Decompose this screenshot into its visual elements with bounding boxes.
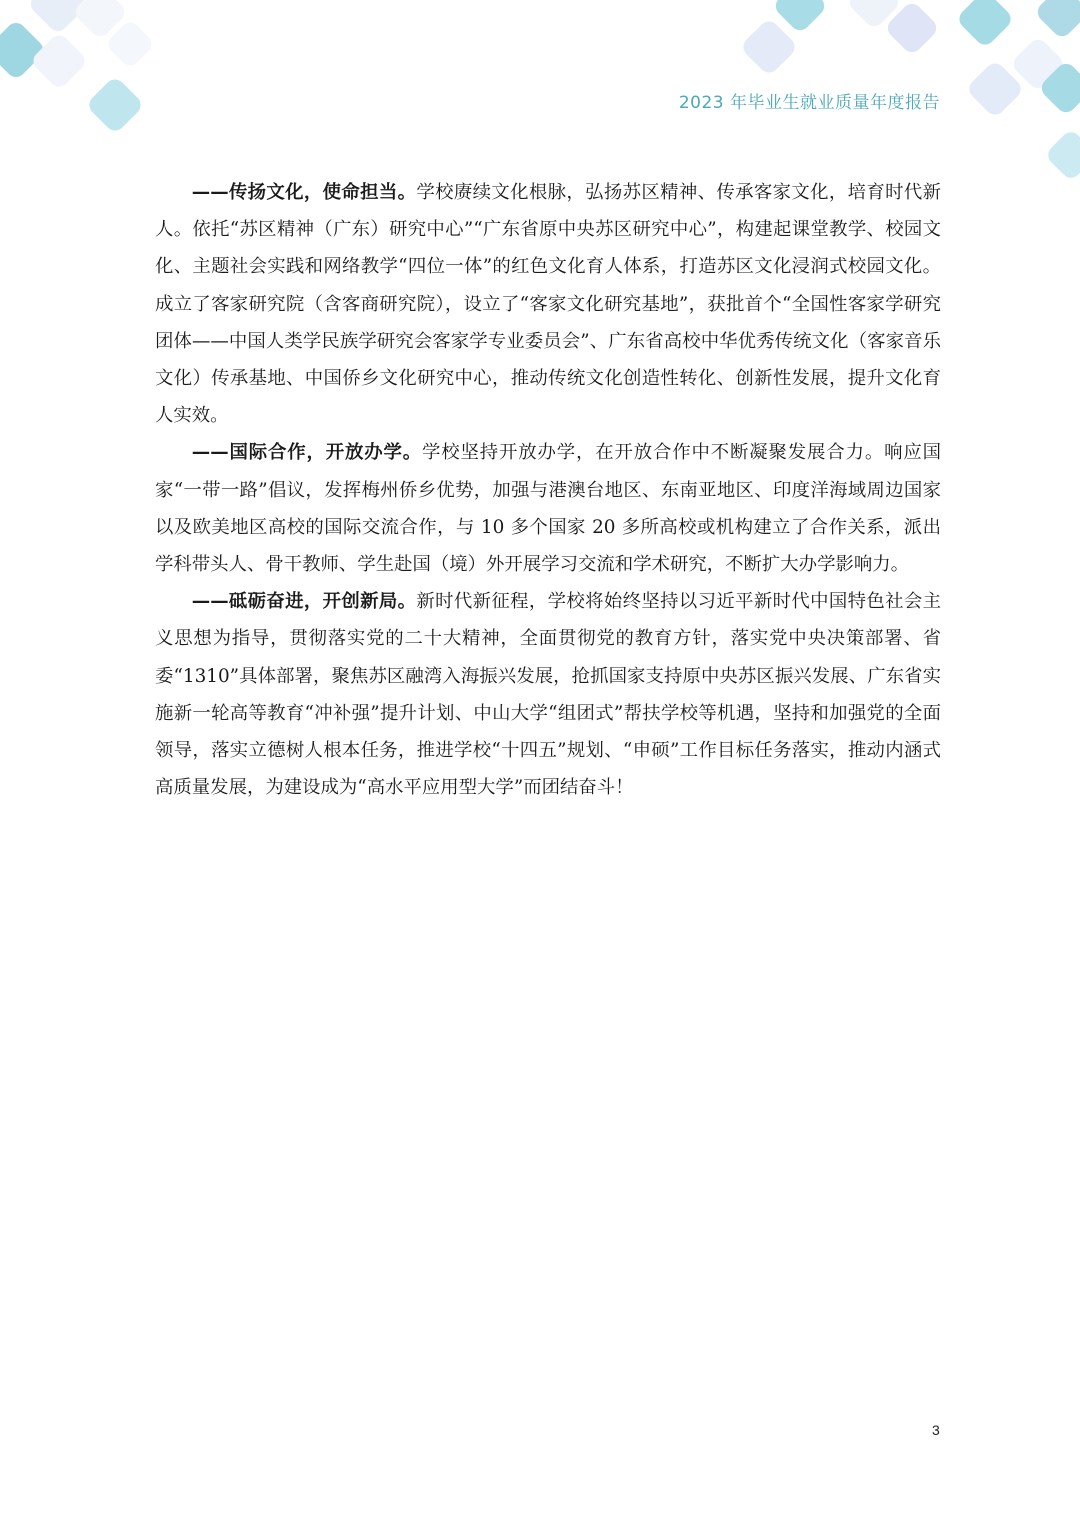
- decor-diamond: [1044, 128, 1080, 182]
- paragraph-forward: [155, 583, 941, 806]
- paragraph-lead: ——传扬文化，使命担当。: [191, 182, 417, 203]
- decor-diamond: [739, 17, 798, 76]
- paragraph-lead: ——国际合作，开放办学。: [191, 442, 422, 464]
- decor-diamond: [85, 75, 144, 134]
- decor-diamond: [955, 0, 1014, 49]
- paragraph-international: [155, 434, 941, 583]
- document-body: [155, 174, 941, 806]
- paragraph-text: 学校赓续文化根脉，弘扬苏区精神、传承客家文化，培育时代新人。依托“苏区精神（广东）研究中心”“广东省原中央苏区研究中心”，构建起课堂教学、校园文化、主题社会实践和网络教学“四位一体”的红色文化育人体系，打造苏区文化浸润式校园文化。成立了客家研究院（含客商研究院），设立了“客家文化研究基地”，获批首个“全国性客家学研究团体——中国人类学民族学研究会客家学专业委员会”、广东省高校中华优秀传统文化（客家音乐文化）传承基地、中国侨乡文化研究中心，推动传统文化创造性转化、创新性发展，提升文化育人实效。: [155, 182, 941, 427]
- decor-diamond: [1034, 0, 1080, 40]
- paragraph-culture: [155, 174, 941, 434]
- paragraph-lead: ——砥砺奋进，开创新局。: [191, 591, 417, 613]
- report-header-title: 2023 年毕业生就业质量年度报告: [678, 93, 940, 113]
- paragraph-text: 学校坚持开放办学，在开放合作中不断凝聚发展合力。响应国家“一带一路”倡议，发挥梅州侨乡优势，加强与港澳台地区、东南亚地区、印度洋海域周边国家以及欧美地区高校的国际交流合作，与 10 多个国家 20 多所高校或机构建立了合作关系，派出学科带头人、骨干教师、学生赴国（境）外开展学习交流和学术研究，不断扩大办学影响力。: [155, 442, 941, 576]
- paragraph-text: 新时代新征程，学校将始终坚持以习近平新时代中国特色社会主义思想为指导，贯彻落实党的二十大精神，全面贯彻党的教育方针，落实党中央决策部署、省委“1310”具体部署，聚焦苏区融湾入海振兴发展，抢抓国家支持原中央苏区振兴发展、广东省实施新一轮高等教育“冲补强”提升计划、中山大学“组团式”帮扶学校等机遇，坚持和加强党的全面领导，落实立德树人根本任务，推进学校“十四五”规划、“申硕”工作目标任务落实，推动内涵式高质量发展，为建设成为“高水平应用型大学”而团结奋斗！: [155, 591, 941, 799]
- page-number: 3: [932, 1422, 940, 1438]
